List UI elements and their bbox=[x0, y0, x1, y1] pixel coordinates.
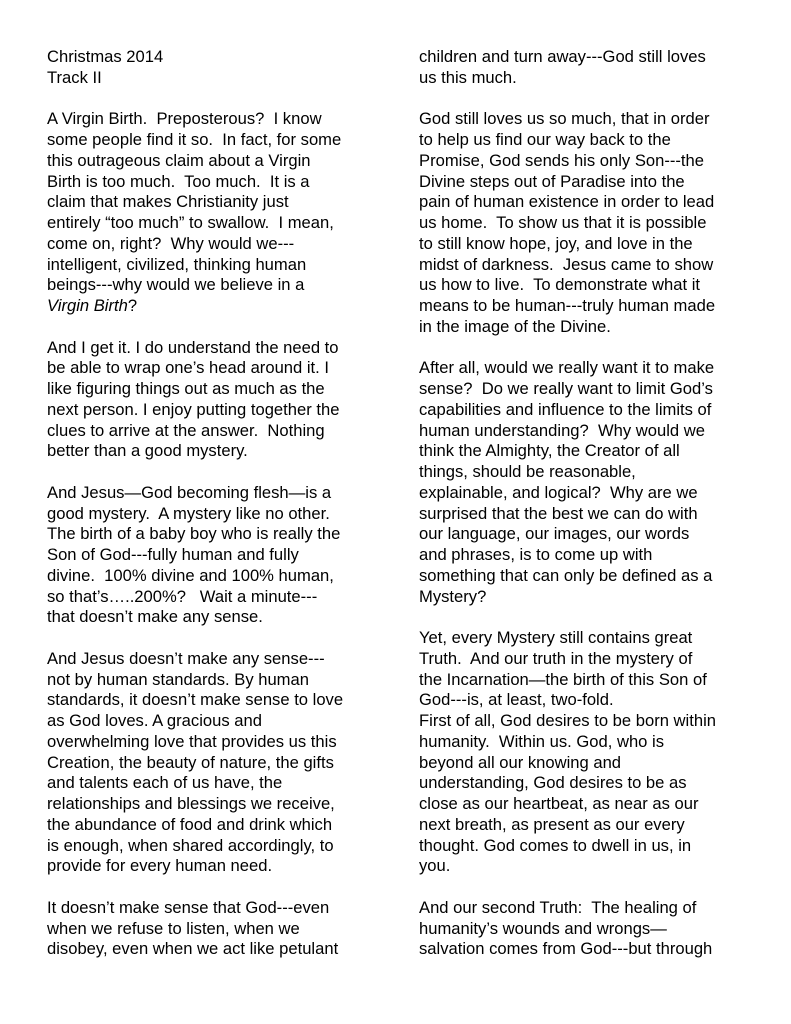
paragraph-gap bbox=[47, 462, 377, 483]
text-line: After all, would we really want it to make bbox=[419, 358, 715, 378]
paragraph-gap bbox=[419, 607, 749, 628]
text-line: And I get it. I do understand the need to bbox=[47, 337, 339, 357]
text-line: and phrases, is to come up with bbox=[419, 545, 653, 564]
document-title: Christmas 2014 bbox=[47, 47, 164, 66]
text-line: you. bbox=[419, 856, 451, 876]
paragraph-right-2 bbox=[419, 109, 749, 337]
text-line: pain of human existence in order to lead bbox=[419, 192, 715, 212]
text-line: And Jesus—God becoming flesh—is a bbox=[47, 482, 332, 502]
text-line: Creation, the beauty of nature, the gifts bbox=[47, 752, 334, 772]
text-line: surprised that the best we can do with bbox=[419, 503, 698, 523]
text-line: us home. To show us that it is possible bbox=[419, 213, 707, 232]
right-column bbox=[419, 47, 749, 960]
text-line: standards, it doesn’t make sense to love bbox=[47, 690, 344, 710]
text-line: like figuring things out as much as the bbox=[47, 379, 325, 398]
text-line: understanding, God desires to be as bbox=[419, 773, 687, 793]
text-line: claim that makes Christianity just bbox=[47, 192, 289, 212]
paragraph-left-3 bbox=[47, 483, 377, 628]
paragraph-gap bbox=[47, 317, 377, 338]
text-line: to still know hope, joy, and love in the bbox=[419, 233, 693, 253]
text-line: not by human standards. By human bbox=[47, 669, 309, 689]
text-line: good mystery. A mystery like no other. bbox=[47, 503, 330, 523]
text-line: God---is, at least, two-fold. bbox=[419, 690, 614, 710]
text-line: Birth is too much. Too much. It is a bbox=[47, 171, 310, 191]
text-line: And our second Truth: The healing of bbox=[419, 897, 697, 917]
paragraph-gap bbox=[47, 89, 377, 110]
text-line: Truth. And our truth in the mystery of bbox=[419, 648, 693, 668]
paragraph-left-1 bbox=[47, 109, 377, 317]
text-line: next person. I enjoy putting together the bbox=[47, 399, 340, 419]
text-line: entirely “too much” to swallow. I mean, bbox=[47, 213, 334, 232]
text-line: explainable, and logical? Why are we bbox=[419, 482, 698, 502]
text-line: be able to wrap one’s head around it. I bbox=[47, 358, 329, 378]
text-line: come on, right? Why would we--- bbox=[47, 233, 295, 253]
text-line: things, should be reasonable, bbox=[419, 462, 636, 481]
text-line: think the Almighty, the Creator of all bbox=[419, 441, 680, 461]
text-tail: ? bbox=[127, 296, 138, 315]
text-line: sense? Do we really want to limit God’s bbox=[419, 379, 713, 398]
text-line: Yet, every Mystery still contains great bbox=[419, 628, 693, 647]
paragraph-left-4 bbox=[47, 649, 377, 877]
text-line: that doesn’t make any sense. bbox=[47, 607, 263, 627]
paragraph-gap bbox=[419, 89, 749, 110]
paragraph-right-5 bbox=[419, 898, 749, 960]
italic-phrase: Virgin Birth bbox=[47, 296, 128, 315]
text-line: better than a good mystery. bbox=[47, 441, 248, 461]
text-line: is enough, when shared accordingly, to bbox=[47, 835, 334, 855]
text-line: beyond all our knowing and bbox=[419, 752, 622, 772]
text-line: A Virgin Birth. Preposterous? I know bbox=[47, 109, 322, 129]
paragraph-gap bbox=[47, 877, 377, 898]
text-line: as God loves. A gracious and bbox=[47, 711, 262, 730]
paragraph-gap bbox=[419, 877, 749, 898]
text-line: First of all, God desires to be born within bbox=[419, 711, 716, 730]
text-line: salvation comes from God---but through bbox=[419, 939, 713, 959]
paragraph-gap bbox=[419, 338, 749, 359]
document-subtitle: Track II bbox=[47, 67, 102, 87]
text-line: Divine steps out of Paradise into the bbox=[419, 171, 685, 191]
text-line: capabilities and influence to the limits of bbox=[419, 399, 712, 419]
text-line: disobey, even when we act like petulant bbox=[47, 939, 339, 959]
text-line: to help us find our way back to the bbox=[419, 130, 671, 149]
text-line: the abundance of food and drink which bbox=[47, 814, 333, 834]
text-line: some people find it so. In fact, for some bbox=[47, 130, 342, 149]
text-line: human understanding? Why would we bbox=[419, 420, 705, 440]
paragraph-gap bbox=[47, 628, 377, 649]
text-line bbox=[47, 296, 377, 317]
paragraph-right-4 bbox=[419, 628, 749, 877]
text-line: And Jesus doesn’t make any sense--- bbox=[47, 648, 325, 668]
text-line: in the image of the Divine. bbox=[419, 316, 611, 336]
text-line: so that’s…..200%? Wait a minute--- bbox=[47, 586, 318, 606]
text-line: and talents each of us have, the bbox=[47, 773, 283, 793]
text-line: God still loves us so much, that in order bbox=[419, 109, 710, 129]
paragraph-left-2 bbox=[47, 338, 377, 463]
text-line: means to be human---truly human made bbox=[419, 296, 716, 315]
text-line: the Incarnation—the birth of this Son of bbox=[419, 669, 707, 689]
text-line: It doesn’t make sense that God---even bbox=[47, 897, 330, 917]
text-line: Son of God---fully human and fully bbox=[47, 545, 299, 564]
paragraph-left-5 bbox=[47, 898, 377, 960]
text-line: intelligent, civilized, thinking human bbox=[47, 254, 307, 274]
text-line: divine. 100% divine and 100% human, bbox=[47, 565, 334, 585]
text-line: this outrageous claim about a Virgin bbox=[47, 150, 311, 170]
text-line: overwhelming love that provides us this bbox=[47, 731, 337, 751]
text-line: thought. God comes to dwell in us, in bbox=[419, 835, 692, 855]
text-line: next breath, as present as our every bbox=[419, 814, 685, 834]
text-line: something that can only be defined as a bbox=[419, 565, 713, 585]
text-line: close as our heartbeat, as near as our bbox=[419, 794, 699, 813]
text-line: us how to live. To demonstrate what it bbox=[419, 275, 701, 295]
paragraph-right-3 bbox=[419, 358, 749, 607]
paragraph-right-1 bbox=[419, 47, 749, 89]
text-line: Promise, God sends his only Son---the bbox=[419, 150, 704, 170]
text-line: us this much. bbox=[419, 67, 517, 87]
text-line: provide for every human need. bbox=[47, 856, 273, 876]
text-line: when we refuse to listen, when we bbox=[47, 918, 300, 938]
text-line: humanity. Within us. God, who is bbox=[419, 731, 665, 751]
text-line: Mystery? bbox=[419, 586, 487, 606]
text-line: our language, our images, our words bbox=[419, 524, 690, 544]
text-line: humanity’s wounds and wrongs— bbox=[419, 918, 667, 938]
text-line: children and turn away---God still loves bbox=[419, 47, 706, 66]
text-line: midst of darkness. Jesus came to show bbox=[419, 254, 714, 274]
left-column bbox=[47, 47, 377, 960]
text-line: relationships and blessings we receive, bbox=[47, 794, 335, 813]
text-line: clues to arrive at the answer. Nothing bbox=[47, 420, 325, 440]
text-line: beings---why would we believe in a bbox=[47, 275, 305, 295]
text-line: The birth of a baby boy who is really the bbox=[47, 524, 341, 544]
